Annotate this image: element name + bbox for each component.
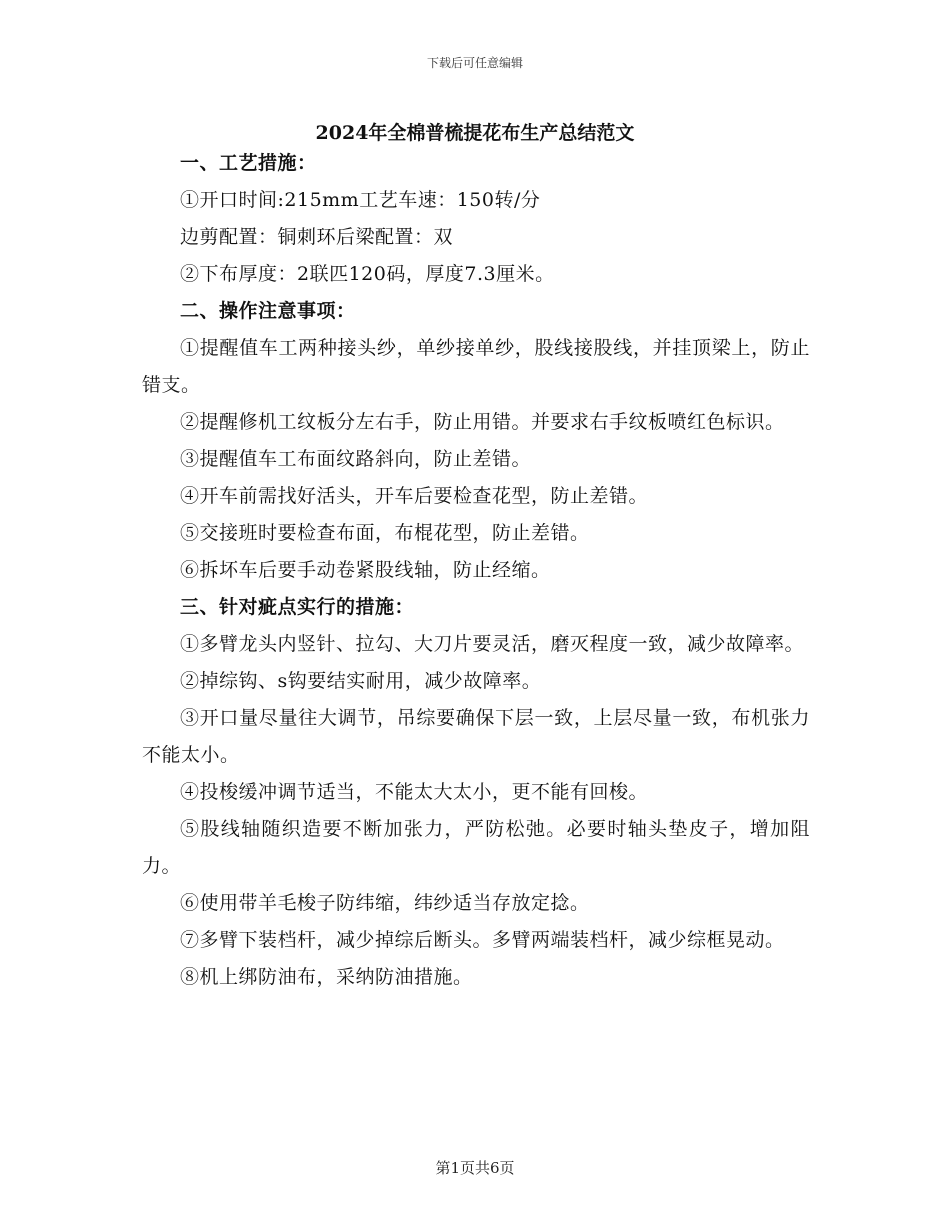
paragraph: ⑥使用带羊毛梭子防纬缩，纬纱适当存放定捻。 xyxy=(180,892,590,914)
document-body xyxy=(142,145,810,996)
section-heading: 一、工艺措施： xyxy=(180,152,317,174)
paragraph: ③开口量尽量往大调节，吊综要确保下层一致，上层尽量一致，布机张力不能太小。 xyxy=(142,707,810,766)
paragraph: ①提醒值车工两种接头纱，单纱接单纱，股线接股线，并挂顶梁上，防止错支。 xyxy=(142,337,810,396)
paragraph: ⑧机上绑防油布，采纳防油措施。 xyxy=(180,966,473,988)
paragraph: ⑤交接班时要检查布面，布棍花型，防止差错。 xyxy=(180,522,590,544)
paragraph: ②下布厚度：2联匹120码，厚度7.3厘米。 xyxy=(180,263,555,285)
paragraph: ⑦多臂下装档杆，减少掉综后断头。多臂两端装档杆，减少综框晃动。 xyxy=(180,929,785,951)
paragraph: ③提醒值车工布面纹路斜向，防止差错。 xyxy=(180,448,532,470)
paragraph: ⑥拆坏车后要手动卷紧股线轴，防止经缩。 xyxy=(180,559,551,581)
paragraph: ④投梭缓冲调节适当，不能太大太小，更不能有回梭。 xyxy=(180,781,649,803)
paragraph: ①开口时间:215mm工艺车速：150转/分 xyxy=(180,189,541,211)
document-title: 2024年全棉普梳提花布生产总结范文 xyxy=(315,122,635,144)
section-heading: 三、针对疵点实行的措施： xyxy=(180,596,415,618)
paragraph: ⑤股线轴随织造要不断加张力，严防松弛。必要时轴头垫皮子，增加阻力。 xyxy=(142,818,810,877)
paragraph: ②提醒修机工纹板分左右手，防止用错。并要求右手纹板喷红色标识。 xyxy=(180,411,785,433)
paragraph: ④开车前需找好活头，开车后要检查花型，防止差错。 xyxy=(180,485,649,507)
paragraph: 边剪配置：铜刺环后梁配置：双 xyxy=(180,226,454,248)
header-note: 下载后可任意编辑 xyxy=(426,56,523,70)
paragraph: ②掉综钩、s钩要结实耐用，减少故障率。 xyxy=(180,670,542,692)
page-footer: 第1页共6页 xyxy=(435,1159,515,1177)
paragraph: ①多臂龙头内竖针、拉勾、大刀片要灵活，磨灭程度一致，减少故障率。 xyxy=(180,633,805,655)
section-heading: 二、操作注意事项： xyxy=(180,300,356,322)
